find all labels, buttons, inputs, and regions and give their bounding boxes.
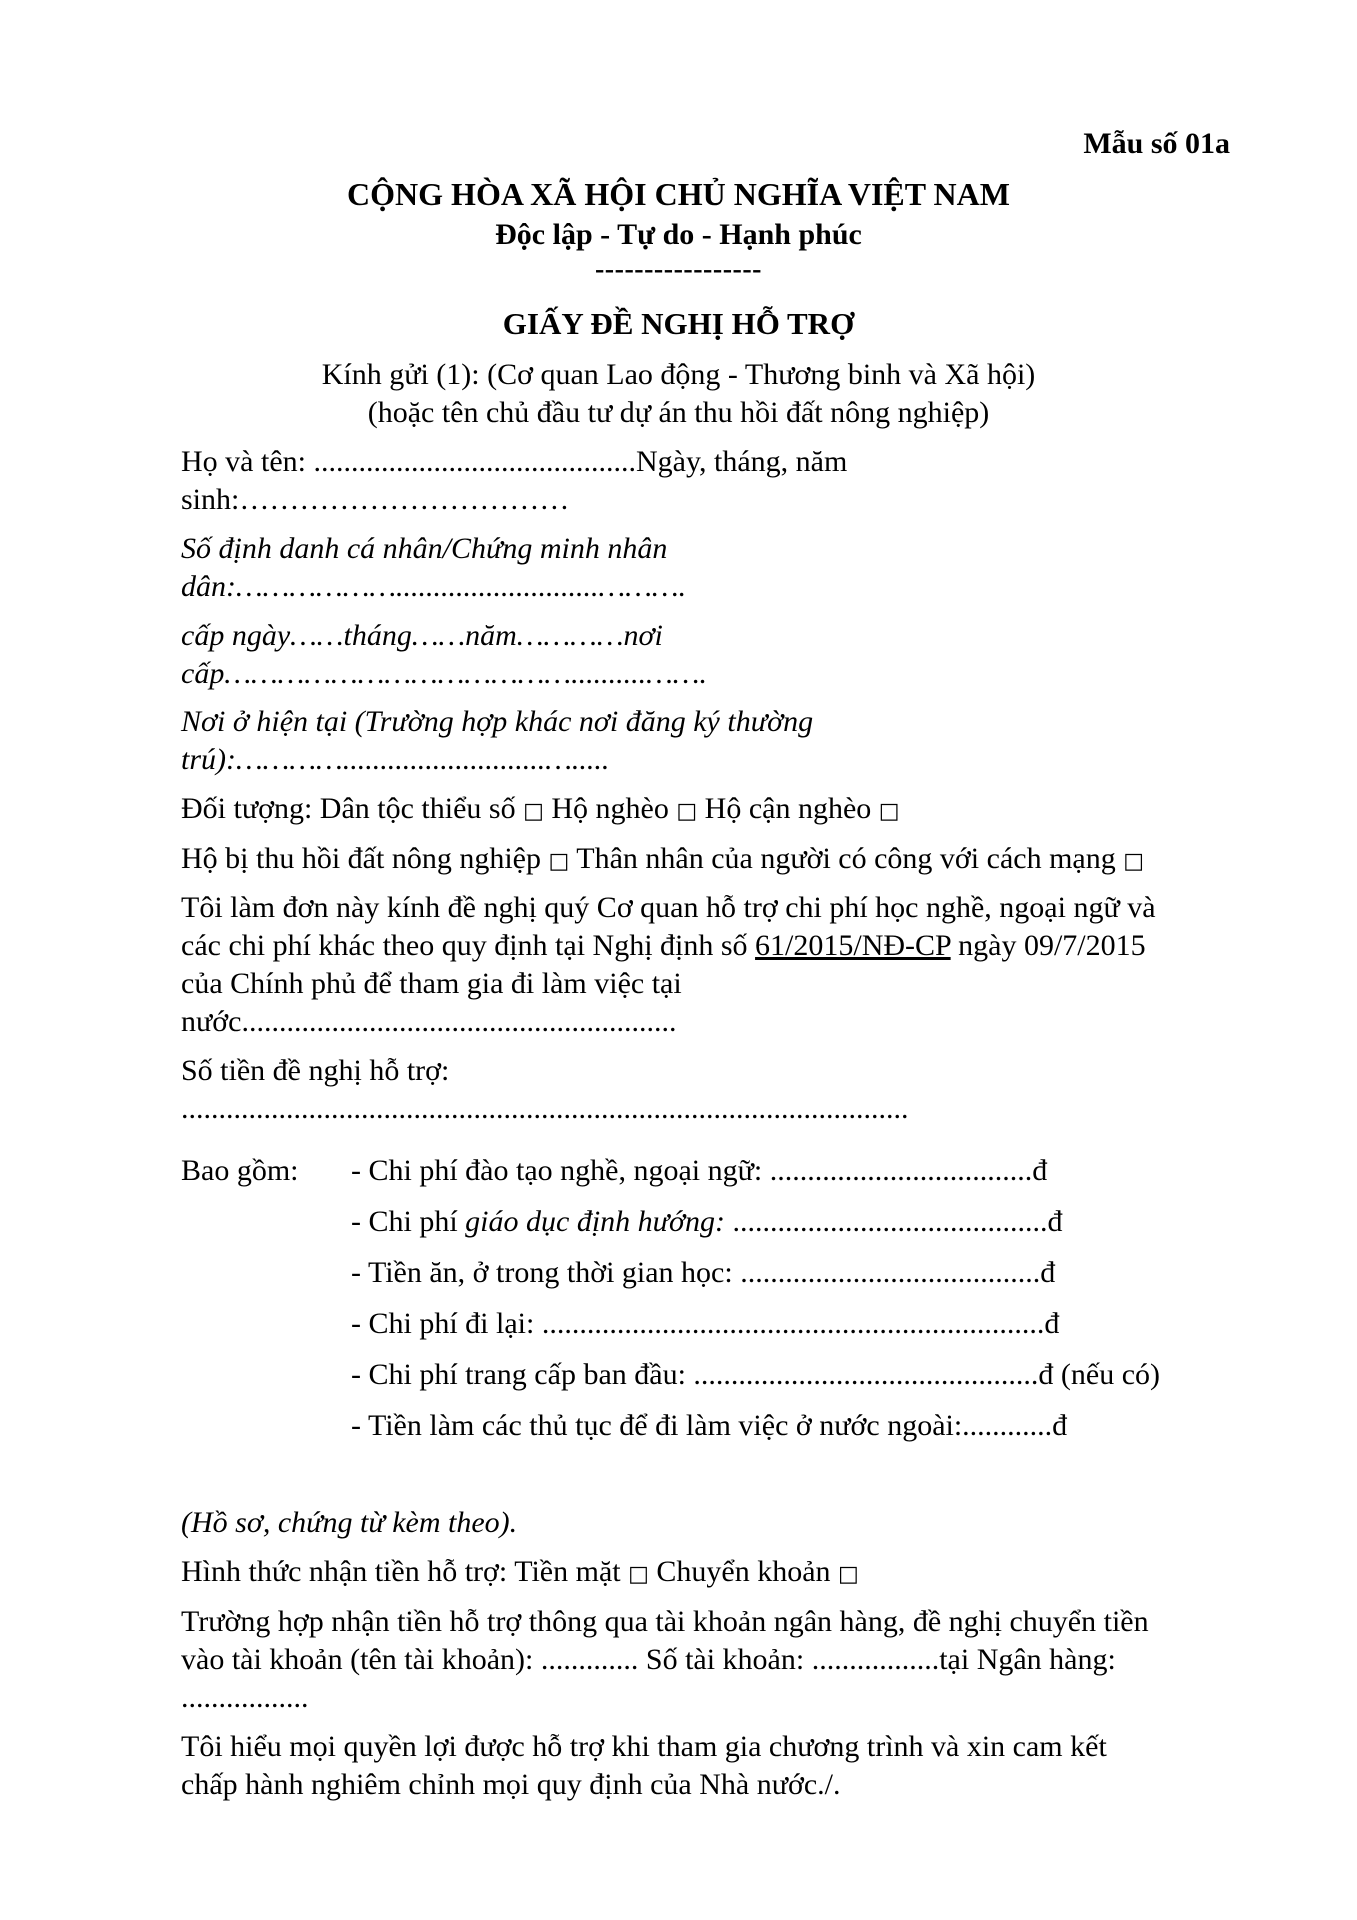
include-item-equipment: - Chi phí trang cấp ban đầu: ..............................................đ (nếu có): [351, 1358, 1161, 1391]
request-paragraph: [181, 889, 1231, 1041]
request-line-2-suffix: ngày 09/7/2015: [950, 929, 1146, 962]
residence-line-2: trú):…………...........................….....: [181, 743, 610, 776]
id-number-field: [181, 530, 1231, 606]
include-item-orientation-prefix: - Chi phí: [351, 1205, 466, 1238]
request-line-4: nước..........................................................: [181, 1005, 677, 1038]
request-line-2-prefix: các chi phí khác theo quy định tại Nghị định số: [181, 929, 756, 962]
checkbox-poor[interactable]: □: [676, 799, 698, 824]
include-item-travel: - Chi phí đi lại: ...................................................................đ: [351, 1307, 1060, 1340]
attachments-note: (Hồ sơ, chứng từ kèm theo).: [181, 1506, 518, 1539]
include-item-orientation-italic: giáo dục định hướng:: [465, 1205, 726, 1238]
amount-label: Số tiền đề nghị hỗ trợ:: [181, 1054, 450, 1087]
request-line-3: của Chính phủ để tham gia đi làm việc tại: [181, 967, 682, 1000]
payment-cash-label: Hình thức nhận tiền hỗ trợ: Tiền mặt: [181, 1555, 621, 1588]
commitment-line-2: chấp hành nghiêm chỉnh mọi quy định của Nhà nước./.: [181, 1768, 841, 1801]
bank-line-1: Trường hợp nhận tiền hỗ trợ thông qua tài khoản ngân hàng, đề nghị chuyển tiền: [181, 1605, 1149, 1638]
issue-line-2: cấp…………………………………..........…….: [181, 657, 707, 690]
subject-near-poor-label: Hộ cận nghèo: [704, 792, 872, 825]
name-dob-line-2: sinh:……………………………: [181, 483, 570, 516]
subject-ethnic-label: Đối tượng: Dân tộc thiểu số: [181, 792, 516, 825]
includes-label: Bao gồm:: [181, 1154, 299, 1187]
bank-paragraph: [181, 1603, 1231, 1717]
subject-line-1: [181, 790, 1231, 831]
checkbox-transfer[interactable]: □: [838, 1562, 859, 1587]
residence-field: [181, 703, 1231, 779]
name-dob-field: [181, 443, 1231, 519]
bank-line-2: vào tài khoản (tên tài khoản): ............. Số tài khoản: .................tại Ngân hàng:: [181, 1643, 1116, 1676]
request-line-2: [181, 927, 1231, 965]
recipient-line-1: Kính gửi (1): (Cơ quan Lao động - Thương binh và Xã hội): [321, 358, 1036, 391]
include-item-orientation-suffix: ..........................................đ: [725, 1205, 1063, 1238]
bank-line-3: .................: [181, 1681, 309, 1714]
payment-transfer-label: Chuyển khoản: [656, 1555, 831, 1588]
include-item-orientation: [351, 1203, 1181, 1241]
commitment-line-1: Tôi hiểu mọi quyền lợi được hỗ trợ khi tham gia chương trình và xin cam kết: [181, 1730, 1107, 1763]
include-item-procedures: - Tiền làm các thủ tục để đi làm việc ở nước ngoài:............đ: [351, 1409, 1068, 1442]
subject-poor-label: Hộ nghèo: [551, 792, 669, 825]
checkbox-land[interactable]: □: [548, 849, 570, 874]
amount-field: [181, 1052, 1231, 1128]
id-line-2: dân:………………...........................……….: [181, 570, 687, 603]
commitment-paragraph: [181, 1728, 1231, 1804]
checkbox-merit[interactable]: □: [1123, 849, 1145, 874]
subject-land-label: Hộ bị thu hồi đất nông nghiệp: [181, 842, 541, 875]
recipient-line-2: (hoặc tên chủ đầu tư dự án thu hồi đất nông nghiệp): [367, 396, 990, 429]
subject-merit-label: Thân nhân của người có công với cách mạng: [576, 842, 1116, 875]
issue-field: [181, 617, 1231, 693]
decree-link[interactable]: 61/2015/NĐ-CP: [755, 929, 951, 962]
checkbox-ethnic[interactable]: □: [523, 799, 544, 824]
recipient-block: [0, 356, 1357, 432]
includes-list: [351, 1152, 1181, 1458]
residence-line-1: Nơi ở hiện tại (Trường hợp khác nơi đăng ký thường: [181, 705, 814, 738]
amount-dots: .................................................................................................: [181, 1092, 909, 1125]
include-item-training: - Chi phí đào tạo nghề, ngoại ngữ: ...................................đ: [351, 1154, 1048, 1187]
issue-line-1: cấp ngày……tháng……năm…………nơi: [181, 619, 663, 652]
include-item-food-lodging: - Tiền ăn, ở trong thời gian học: ........................................đ: [351, 1256, 1056, 1289]
document-title: GIẤY ĐỀ NGHỊ HỖ TRỢ: [502, 306, 855, 341]
nation-title: CỘNG HÒA XÃ HỘI CHỦ NGHĨA VIỆT NAM: [347, 176, 1010, 212]
header-separator: -----------------: [594, 254, 762, 285]
request-line-1: Tôi làm đơn này kính đề nghị quý Cơ quan hỗ trợ chi phí học nghề, ngoại ngữ và: [181, 891, 1156, 924]
name-dob-line-1: Họ và tên: ...........................................Ngày, tháng, năm: [181, 445, 848, 478]
payment-method-line: [181, 1553, 1231, 1594]
form-code: Mẫu số 01a: [1083, 127, 1230, 160]
id-line-1: Số định danh cá nhân/Chứng minh nhân: [181, 532, 668, 565]
motto: Độc lập - Tự do - Hạnh phúc: [495, 218, 862, 251]
subject-line-2: [181, 840, 1231, 881]
checkbox-cash[interactable]: □: [628, 1562, 649, 1587]
checkbox-near-poor[interactable]: □: [878, 799, 900, 824]
